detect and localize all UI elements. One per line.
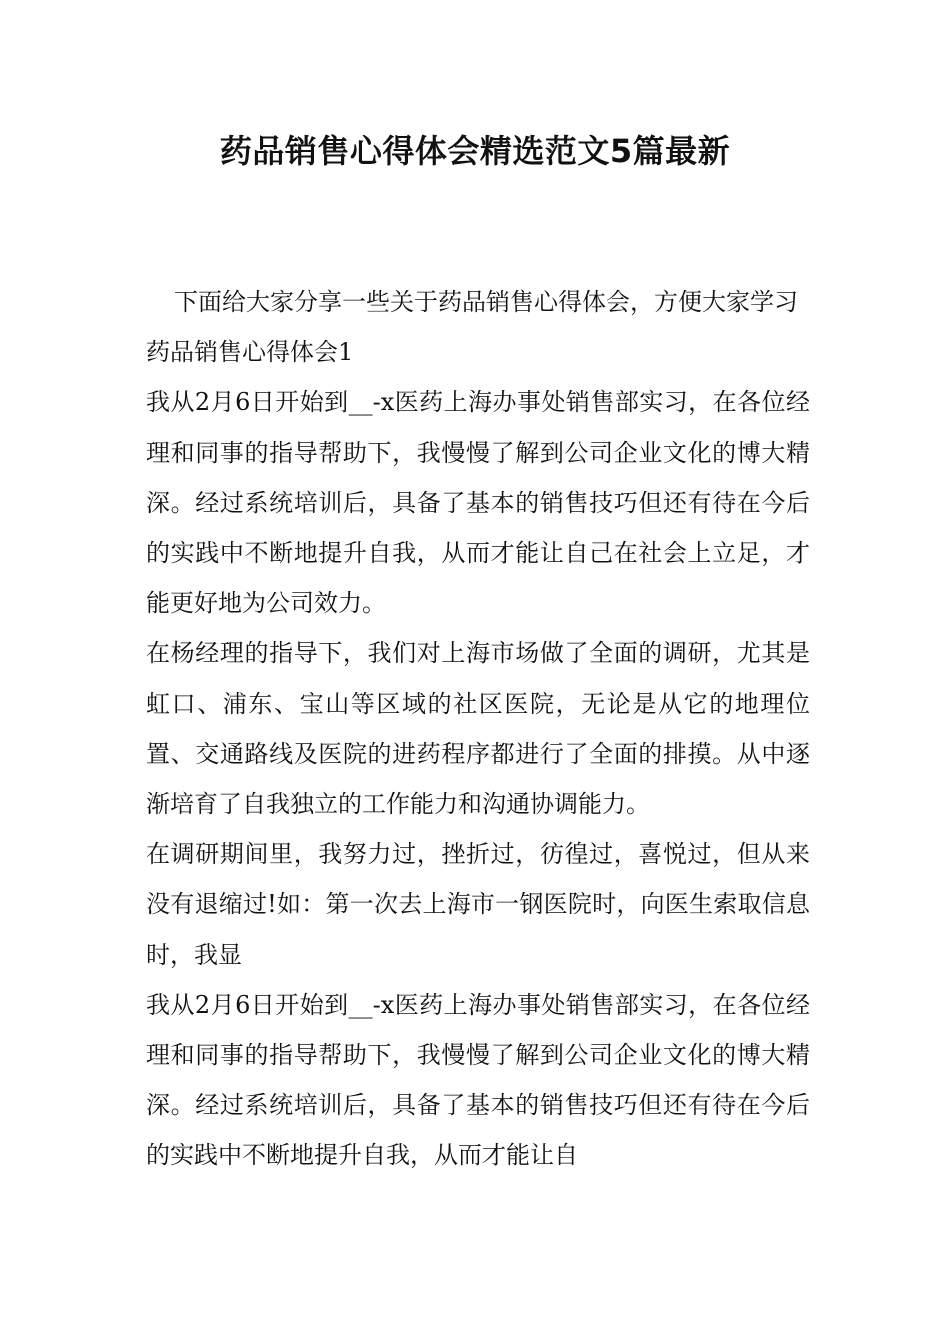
document-body xyxy=(146,277,810,1181)
intro-paragraph: 下面给大家分享一些关于药品销售心得体会，方便大家学习 xyxy=(174,288,798,316)
body-paragraph: 我从2月6日开始到__-x医药上海办事处销售部实习，在各位经理和同事的指导帮助下，我慢慢了解到公司企业文化的博大精深。经过系统培训后，具备了基本的销售技巧但还有待在今后的实践中不断地提升自我，从而才能让自 xyxy=(146,990,810,1170)
document-title: 药品销售心得体会精选范文5篇最新 xyxy=(219,132,731,170)
body-paragraph: 在杨经理的指导下，我们对上海市场做了全面的调研，尤其是虹口、浦东、宝山等区域的社区医院，无论是从它的地理位置、交通路线及医院的进药程序都进行了全面的排摸。从中逐渐培育了自我独立的工作能力和沟通协调能力。 xyxy=(146,639,810,819)
section-heading: 药品销售心得体会1 xyxy=(146,338,354,367)
body-paragraph: 我从2月6日开始到__-x医药上海办事处销售部实习，在各位经理和同事的指导帮助下，我慢慢了解到公司企业文化的博大精深。经过系统培训后，具备了基本的销售技巧但还有待在今后的实践中不断地提升自我，从而才能让自己在社会上立足，才能更好地为公司效力。 xyxy=(146,388,810,618)
body-paragraph: 在调研期间里，我努力过，挫折过，彷徨过，喜悦过，但从来没有退缩过!如：第一次去上海市一钢医院时，向医生索取信息时，我显 xyxy=(146,840,810,969)
